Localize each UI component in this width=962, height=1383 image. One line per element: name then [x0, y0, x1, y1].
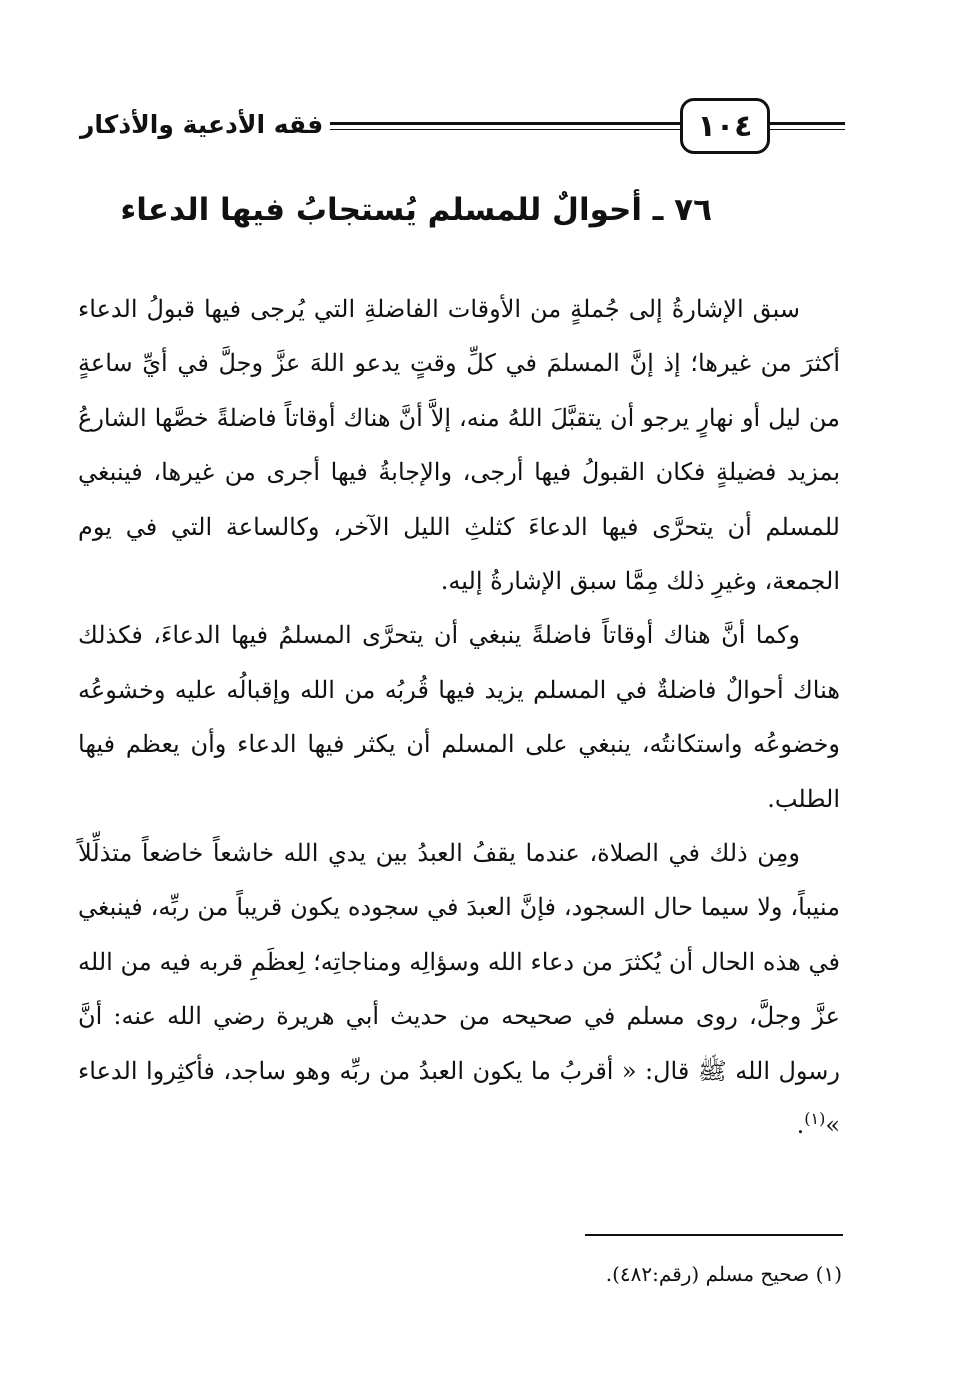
paragraph: ومِن ذلك في الصلاة، عندما يقفُ العبدُ بين يدي الله خاشعاً خاضعاً متذلِّلاً منيباً، ولا سيما حال السجود، فإنَّ العبدَ في سجوده يكون قريباً من ربِّه، فينبغي في هذه الحال أن يُكثرَ من دعاء الله وسؤالِه ومناجاتِه؛ لِعظَمِ قربه فيه من الله عزَّ وجلَّ، روى مسلم في صحيحه من حديث أبي هريرة رضي الله عنه: أنَّ رسول الله ﷺ قال: « أقربُ ما يكون العبدُ من ربِّه وهو ساجد، فأكثِروا الدعاء »$^{(١)}$. — [78, 839, 840, 1140]
page-number — [680, 98, 770, 154]
header-rule-left-thin — [330, 129, 680, 130]
header-rule-left — [330, 122, 680, 125]
header-rule-right-thin — [770, 129, 845, 130]
body-text — [78, 282, 840, 1153]
paragraph-text: ومِن ذلك في الصلاة، عندما يقفُ العبدُ بين يدي الله خاشعاً خاضعاً متذلِّلاً منيباً، ولا سيما حال السجود، فإنَّ العبدَ في سجوده يكون قريباً من ربِّه، فينبغي في هذه الحال أن يُكثرَ من دعاء الله وسؤالِه ومناجاتِه؛ لِعظَمِ قربه فيه من الله عزَّ وجلَّ، روى مسلم في صحيحه من حديث أبي هريرة رضي الله عنه: أنَّ رسول الله ﷺ قال: « أقربُ ما يكون العبدُ من ربِّه وهو ساجد، فأكثِروا الدعاء » — [78, 839, 840, 1140]
footnote: (١) صحيح مسلم (رقم:٤٨٢). — [605, 1262, 842, 1286]
page-header — [70, 88, 845, 160]
paragraph: سبق الإشارةُ إلى جُملةٍ من الأوقات الفاضلةِ التي يُرجى فيها قبولُ الدعاء أكثرَ من غيرها؛ إذ إنَّ المسلمَ في كلِّ وقتٍ يدعو اللهَ عزَّ وجلَّ في أيِّ ساعةٍ من ليل أو نهارٍ يرجو أن يتقبَّلَ اللهُ منه، إلاَّ أنَّ هناك أوقاتاً فاضلةً خصَّها الشارعُ بمزيد فضيلةٍ فكان القبولُ فيها أرجى، والإجابةُ فيها أجرى من غيرها، فينبغي للمسلم أن يتحرَّى فيها الدعاءَ كثلثِ الليل الآخر، وكالساعة التي في يوم الجمعة، وغيرِ ذلك مِمَّا سبق الإشارةُ إليه. — [78, 295, 840, 596]
header-rule-right — [770, 122, 845, 125]
section-heading: ٧٦ ـ أحوالٌ للمسلم يُستجابُ فيها الدعاء — [120, 192, 712, 228]
page-number-text: ١٠٤ — [697, 108, 753, 144]
book-title: فقه الأدعية والأذكار — [80, 110, 324, 139]
footnote-separator — [585, 1234, 843, 1236]
paragraph: وكما أنَّ هناك أوقاتاً فاضلةً ينبغي أن يتحرَّى المسلمُ فيها الدعاءَ، فكذلك هناك أحوالٌ فاضلةٌ في المسلم يزيد فيها قُربُه من الله وإقبالُه عليه وخشوعُه وخضوعُه واستكانتُه، ينبغي على المسلم أن يكثر فيها الدعاء وأن يعظم فيها الطلب. — [78, 621, 840, 813]
footnote-reference: (١) — [804, 1109, 826, 1129]
